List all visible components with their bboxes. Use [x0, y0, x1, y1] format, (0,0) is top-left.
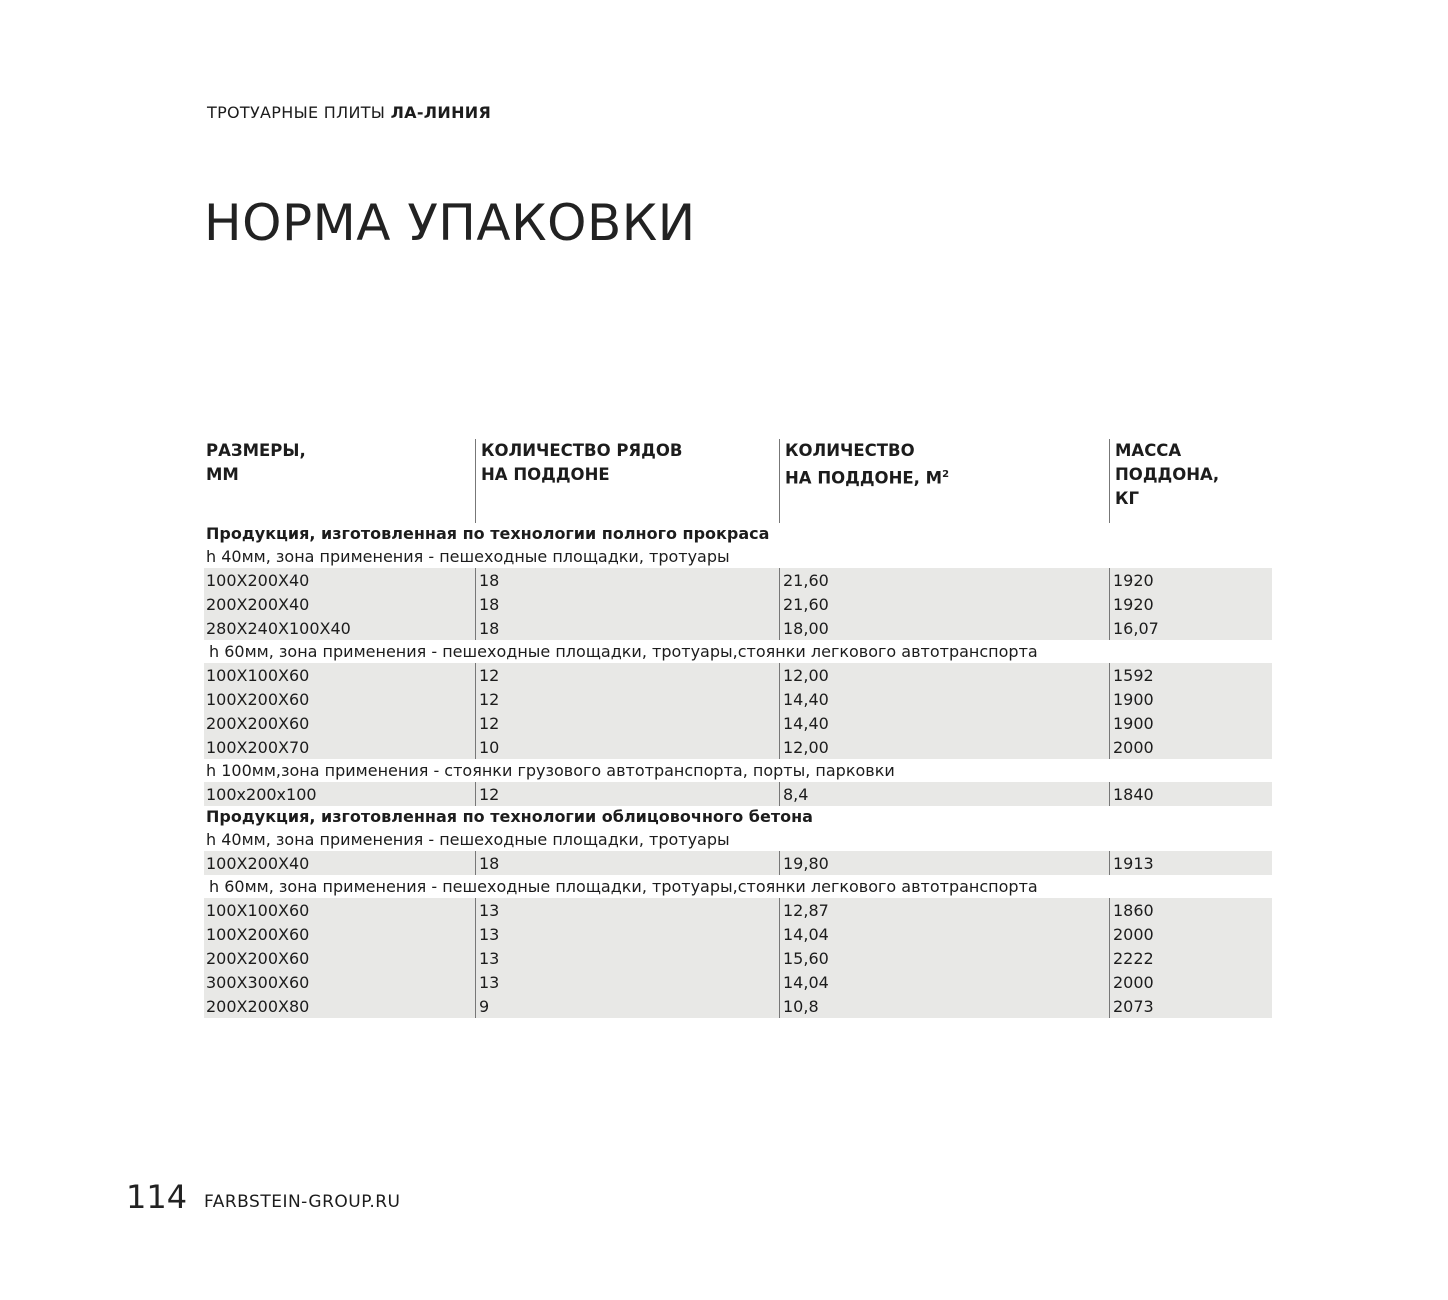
table-row	[204, 735, 1272, 759]
cell-quantity: 12,87	[779, 898, 829, 922]
column-header-quantity-unit: НА ПОДДОНЕ, М	[785, 468, 943, 488]
cell-quantity: 18,00	[779, 616, 829, 640]
header-brand: ЛА-ЛИНИЯ	[390, 103, 492, 122]
row-group	[204, 663, 1272, 759]
cell-size: 100x200x100	[206, 785, 317, 804]
section-title: Продукция, изготовленная по технологии облицовочного бетона	[206, 807, 813, 826]
column-header-mass-line2: КГ	[1115, 489, 1140, 508]
section-title: Продукция, изготовленная по технологии полного прокраса	[206, 524, 770, 543]
cell-quantity: 14,40	[779, 687, 829, 711]
column-header-size-line1: РАЗМЕРЫ,	[206, 441, 306, 460]
cell-mass: 1900	[1109, 687, 1154, 711]
column-header-quantity-line2	[785, 463, 1109, 491]
cell-rows: 13	[475, 922, 499, 946]
cell-size: 200X200X60	[206, 949, 310, 968]
cell-quantity: 14,04	[779, 970, 829, 994]
cell-rows: 12	[475, 663, 499, 687]
cell-mass: 1860	[1109, 898, 1154, 922]
cell-size: 100X200X60	[206, 690, 310, 709]
header-prefix: ТРОТУАРНЫЕ ПЛИТЫ	[207, 103, 391, 122]
catalog-header	[207, 103, 491, 122]
group-subtitle: h 40мм, зона применения - пешеходные площадки, тротуары	[206, 830, 730, 849]
page-number: 114	[126, 1178, 188, 1216]
table-header	[204, 439, 1272, 523]
table-row	[204, 851, 1272, 875]
table-row	[204, 592, 1272, 616]
group-subtitle: h 40мм, зона применения - пешеходные площадки, тротуары	[206, 547, 730, 566]
table-row	[204, 922, 1272, 946]
cell-mass: 2000	[1109, 922, 1154, 946]
cell-quantity: 12,00	[779, 663, 829, 687]
column-header-size-line2: ММ	[206, 465, 239, 484]
table-row	[204, 616, 1272, 640]
cell-quantity: 19,80	[779, 851, 829, 875]
cell-rows: 12	[475, 782, 499, 806]
cell-mass: 1913	[1109, 851, 1154, 875]
group-subtitle: h 60мм, зона применения - пешеходные площадки, тротуары,стоянки легкового автотранспорта	[209, 877, 1038, 896]
column-header-rows-line1: КОЛИЧЕСТВО РЯДОВ	[481, 441, 683, 460]
table-row	[204, 994, 1272, 1018]
column-header-size	[206, 439, 476, 523]
cell-size: 100X100X60	[206, 901, 310, 920]
table-row	[204, 970, 1272, 994]
cell-quantity: 14,04	[779, 922, 829, 946]
cell-size: 200X200X80	[206, 997, 310, 1016]
cell-size: 100X200X40	[206, 571, 310, 590]
cell-rows: 18	[475, 592, 499, 616]
cell-quantity: 8,4	[779, 782, 808, 806]
cell-size: 100X200X40	[206, 854, 310, 873]
group-subtitle: h 60мм, зона применения - пешеходные площадки, тротуары,стоянки легкового автотранспорта	[209, 642, 1038, 661]
row-group	[204, 851, 1272, 875]
cell-rows: 9	[475, 994, 489, 1018]
cell-mass: 16,07	[1109, 616, 1159, 640]
cell-mass: 2073	[1109, 994, 1154, 1018]
cell-mass: 1920	[1109, 592, 1154, 616]
cell-quantity: 21,60	[779, 568, 829, 592]
column-header-rows	[475, 439, 779, 523]
table-row	[204, 568, 1272, 592]
column-header-mass	[1109, 439, 1279, 523]
column-header-rows-line2: НА ПОДДОНЕ	[481, 465, 610, 484]
cell-quantity: 14,40	[779, 711, 829, 735]
cell-quantity: 15,60	[779, 946, 829, 970]
column-header-quantity-line1: КОЛИЧЕСТВО	[785, 441, 915, 460]
cell-rows: 18	[475, 851, 499, 875]
cell-mass: 1920	[1109, 568, 1154, 592]
cell-quantity: 10,8	[779, 994, 819, 1018]
cell-mass: 1592	[1109, 663, 1154, 687]
row-group	[204, 782, 1272, 806]
cell-rows: 13	[475, 898, 499, 922]
table-row	[204, 898, 1272, 922]
cell-mass: 2000	[1109, 735, 1154, 759]
table-row	[204, 711, 1272, 735]
cell-rows: 12	[475, 687, 499, 711]
row-group	[204, 568, 1272, 640]
cell-size: 300X300X60	[206, 973, 310, 992]
cell-rows: 12	[475, 711, 499, 735]
cell-size: 200X200X60	[206, 714, 310, 733]
packing-table	[204, 439, 1272, 1018]
cell-mass: 1900	[1109, 711, 1154, 735]
cell-quantity: 21,60	[779, 592, 829, 616]
cell-size: 100X200X60	[206, 925, 310, 944]
cell-size: 200X200X40	[206, 595, 310, 614]
cell-mass: 2000	[1109, 970, 1154, 994]
cell-rows: 18	[475, 616, 499, 640]
table-row	[204, 946, 1272, 970]
column-header-mass-line1: МАССА ПОДДОНА,	[1115, 441, 1220, 484]
table-row	[204, 663, 1272, 687]
cell-size: 100X200X70	[206, 738, 310, 757]
cell-quantity: 12,00	[779, 735, 829, 759]
cell-mass: 1840	[1109, 782, 1154, 806]
cell-size: 280X240X100X40	[206, 619, 351, 638]
table-row	[204, 687, 1272, 711]
cell-rows: 18	[475, 568, 499, 592]
column-header-quantity-sup: 2	[942, 469, 950, 480]
page-title: НОРМА УПАКОВКИ	[204, 194, 696, 252]
row-group	[204, 898, 1272, 1018]
table-body	[204, 523, 1272, 1018]
table-row	[204, 782, 1272, 806]
group-subtitle: h 100мм,зона применения - стоянки грузового автотранспорта, порты, парковки	[206, 761, 895, 780]
cell-size: 100X100X60	[206, 666, 310, 685]
cell-rows: 13	[475, 970, 499, 994]
cell-rows: 13	[475, 946, 499, 970]
cell-mass: 2222	[1109, 946, 1154, 970]
site-url: FARBSTEIN-GROUP.RU	[204, 1192, 401, 1212]
cell-rows: 10	[475, 735, 499, 759]
column-header-quantity	[779, 439, 1109, 523]
